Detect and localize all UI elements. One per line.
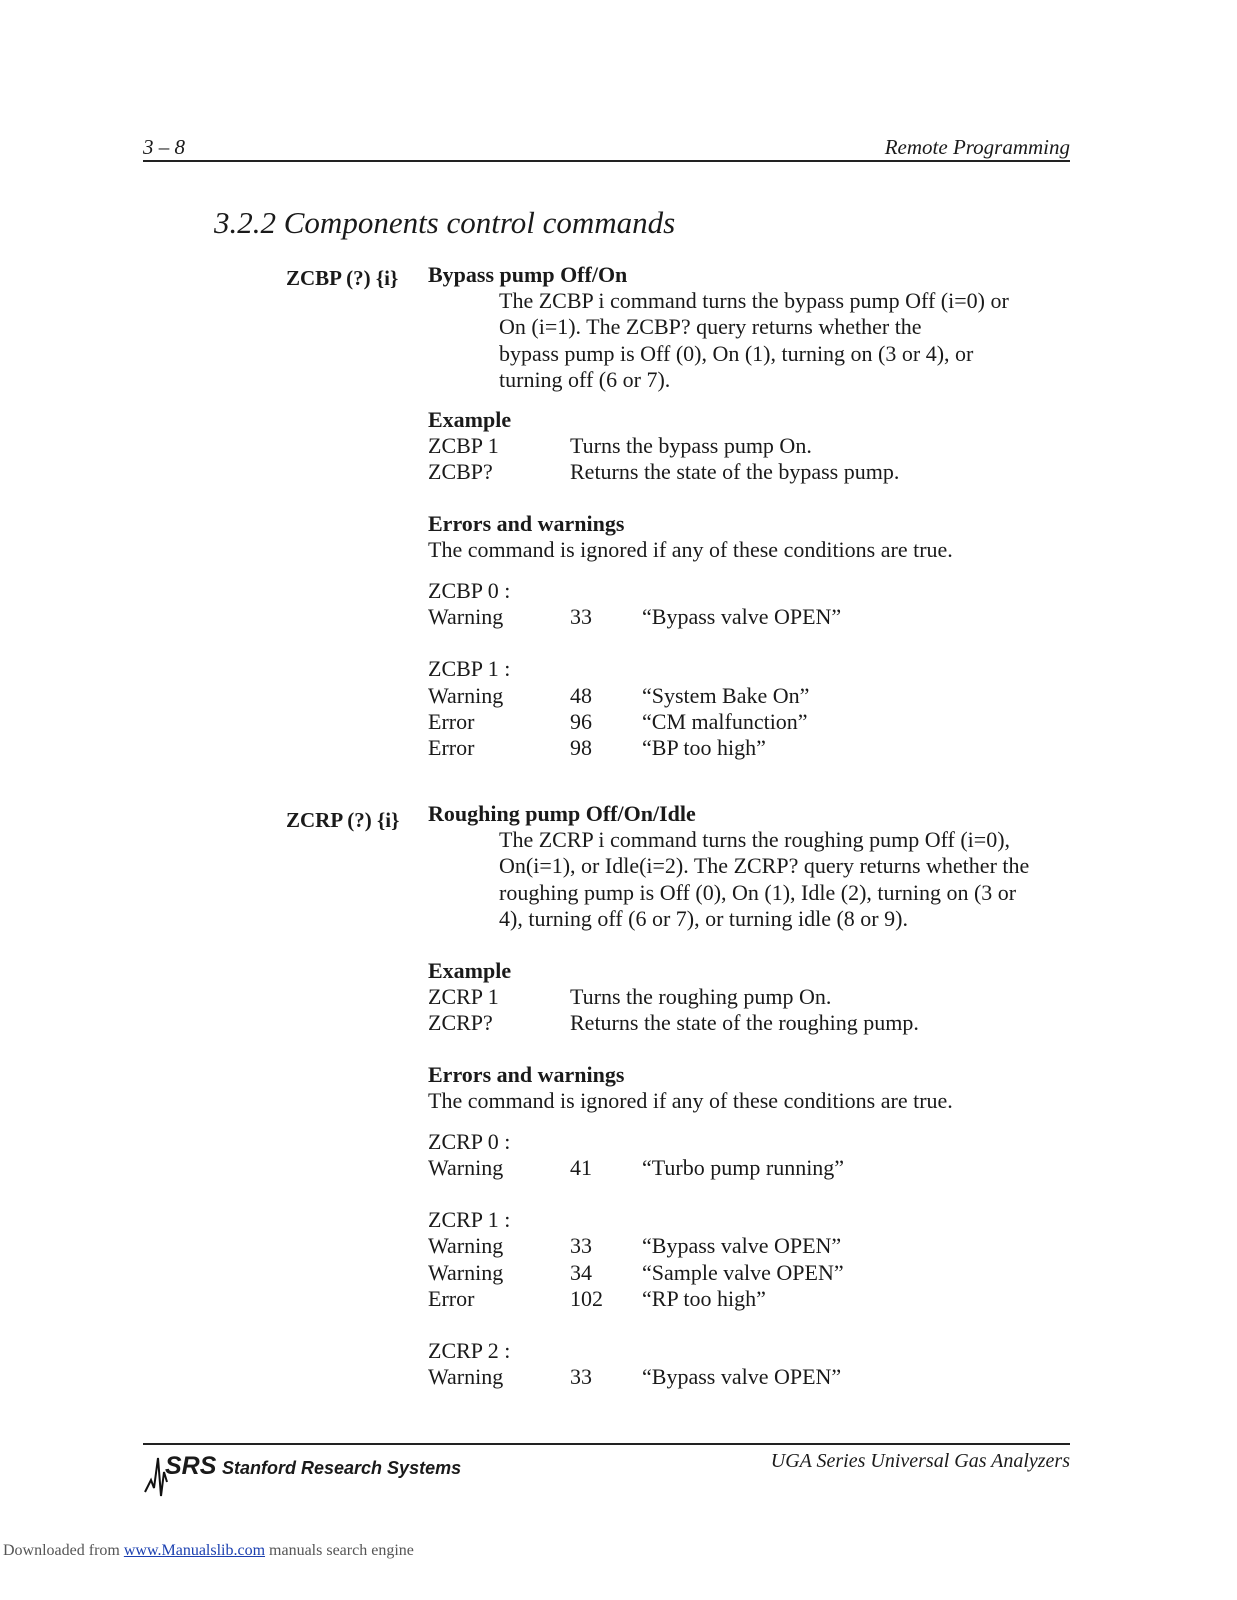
- condition-type: Warning: [428, 1155, 504, 1180]
- desc-line: On (i=1). The ZCBP? query returns whether the: [499, 314, 922, 340]
- zcbp-syntax: ZCBP (?) {i}: [286, 266, 399, 290]
- zcrp-description: [499, 827, 1029, 932]
- manualslib-link[interactable]: www.Manualslib.com: [123, 1542, 266, 1559]
- zcbp-description: [499, 288, 1009, 393]
- condition-code: 48: [570, 683, 592, 708]
- example-text: Turns the bypass pump On.: [570, 433, 812, 458]
- srs-logo-mark: SRS: [165, 1452, 217, 1480]
- example-command: ZCRP 1: [428, 984, 499, 1009]
- page-number: 3 – 8: [143, 135, 185, 159]
- footer-rule: [143, 1443, 1070, 1445]
- zcrp-title: Roughing pump Off/On/Idle: [428, 801, 696, 826]
- example-command: ZCBP?: [428, 459, 493, 484]
- zcrp-example-heading: Example: [428, 958, 512, 983]
- condition-label: ZCBP 0 :: [428, 578, 511, 603]
- product-name: UGA Series Universal Gas Analyzers: [770, 1450, 1070, 1472]
- condition-type: Error: [428, 1286, 475, 1311]
- srs-logo: [143, 1450, 223, 1500]
- running-header-title: Remote Programming: [884, 135, 1070, 159]
- condition-type: Warning: [428, 683, 504, 708]
- desc-line: roughing pump is Off (0), On (1), Idle (2), turning on (3 or: [499, 879, 1017, 905]
- desc-line: The ZCBP i command turns the bypass pump Off (i=0) or: [499, 288, 1009, 313]
- condition-code: 33: [570, 1364, 592, 1389]
- zcbp-errors-heading: Errors and warnings: [428, 511, 625, 536]
- desc-line: The ZCRP i command turns the roughing pump Off (i=0),: [499, 827, 1011, 852]
- condition-message: “Bypass valve OPEN”: [642, 604, 842, 629]
- example-command: ZCRP?: [428, 1010, 493, 1035]
- condition-code: 96: [570, 709, 592, 734]
- condition-type: Warning: [428, 604, 504, 629]
- condition-message: “System Bake On”: [642, 683, 810, 708]
- condition-code: 98: [570, 735, 592, 760]
- condition-type: Warning: [428, 1364, 504, 1389]
- desc-line: turning off (6 or 7).: [499, 366, 671, 392]
- condition-message: “Turbo pump running”: [642, 1155, 845, 1180]
- download-suffix: manuals search engine: [265, 1542, 414, 1559]
- condition-code: 34: [570, 1260, 592, 1285]
- zcbp-title: Bypass pump Off/On: [428, 262, 628, 287]
- desc-line: bypass pump is Off (0), On (1), turning on (3 or 4), or: [499, 340, 974, 366]
- condition-label: ZCRP 2 :: [428, 1338, 511, 1363]
- company-name: Stanford Research Systems: [222, 1458, 462, 1478]
- download-prefix: Downloaded from: [3, 1542, 124, 1559]
- condition-message: “Bypass valve OPEN”: [642, 1364, 842, 1389]
- condition-type: Warning: [428, 1260, 504, 1285]
- zcbp-errors-intro: The command is ignored if any of these conditions are true.: [428, 537, 953, 562]
- example-text: Returns the state of the roughing pump.: [570, 1010, 919, 1035]
- condition-message: “BP too high”: [642, 735, 766, 760]
- condition-code: 33: [570, 1233, 592, 1258]
- condition-message: “CM malfunction”: [642, 709, 808, 734]
- zcbp-example-heading: Example: [428, 407, 512, 432]
- condition-message: “Bypass valve OPEN”: [642, 1233, 842, 1258]
- section-heading: 3.2.2 Components control commands: [214, 205, 676, 240]
- zcrp-errors-heading: Errors and warnings: [428, 1062, 625, 1087]
- condition-code: 41: [570, 1155, 592, 1180]
- condition-type: Warning: [428, 1233, 504, 1258]
- condition-type: Error: [428, 709, 475, 734]
- example-command: ZCBP 1: [428, 433, 499, 458]
- condition-code: 102: [570, 1286, 603, 1311]
- condition-label: ZCBP 1 :: [428, 656, 511, 681]
- condition-label: ZCRP 0 :: [428, 1129, 511, 1154]
- zcrp-syntax: ZCRP (?) {i}: [286, 808, 400, 832]
- condition-message: “Sample valve OPEN”: [642, 1260, 844, 1285]
- download-note: [3, 1542, 414, 1560]
- condition-type: Error: [428, 735, 475, 760]
- example-text: Returns the state of the bypass pump.: [570, 459, 900, 484]
- desc-line: 4), turning off (6 or 7), or turning idle (8 or 9).: [499, 905, 908, 931]
- desc-line: On(i=1), or Idle(i=2). The ZCRP? query returns whether the: [499, 853, 1030, 879]
- example-text: Turns the roughing pump On.: [570, 984, 832, 1009]
- zcrp-errors-intro: The command is ignored if any of these conditions are true.: [428, 1088, 953, 1113]
- header-rule: [143, 160, 1070, 162]
- condition-label: ZCRP 1 :: [428, 1207, 511, 1232]
- condition-code: 33: [570, 604, 592, 629]
- condition-message: “RP too high”: [642, 1286, 766, 1311]
